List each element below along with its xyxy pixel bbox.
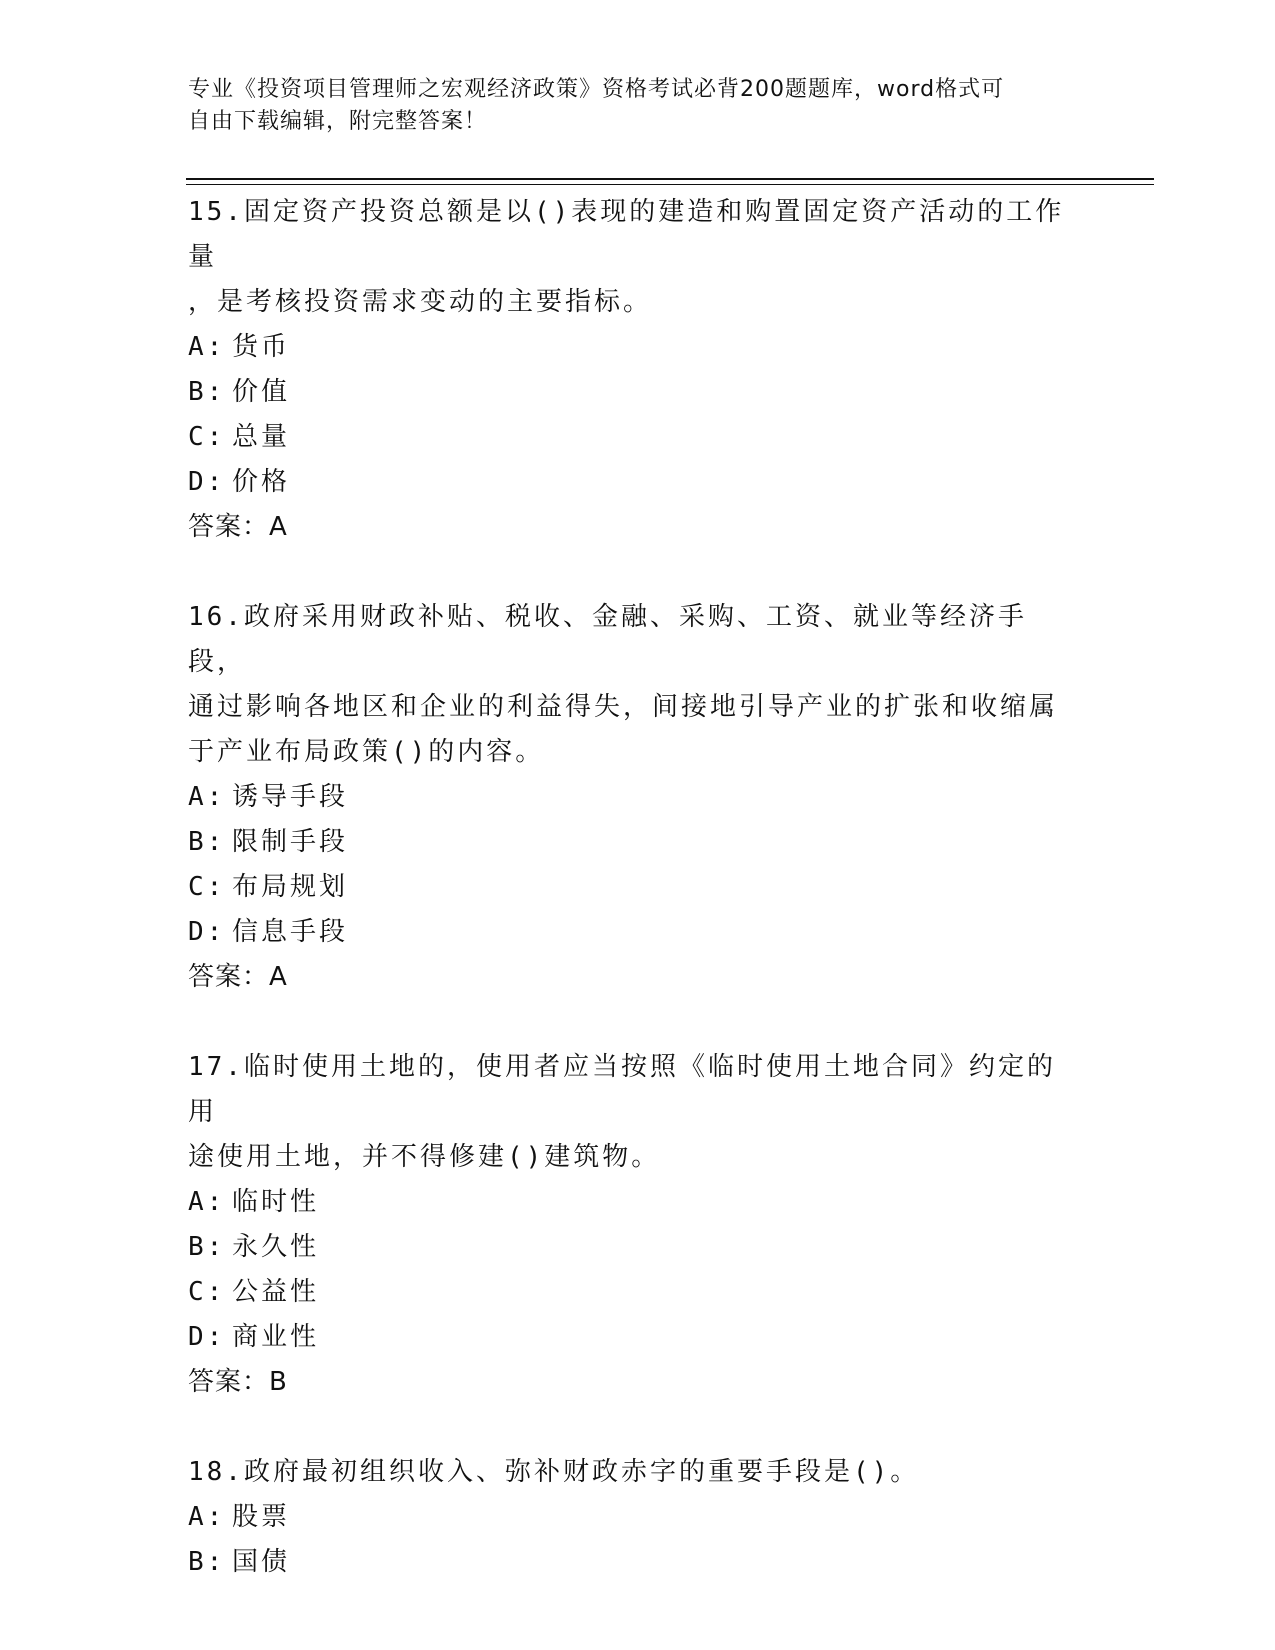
- option-label: B:: [188, 1547, 226, 1577]
- option-text: 布局规划: [232, 872, 349, 902]
- option-text: 诱导手段: [232, 782, 349, 812]
- option-label: B:: [188, 377, 226, 407]
- header-line-1: 专业《投资项目管理师之宏观经济政策》资格考试必背200题题库，word格式可: [188, 77, 1005, 102]
- option-text: 商业性: [232, 1322, 320, 1352]
- option-c: [188, 865, 1088, 910]
- question-stem-line: 通过影响各地区和企业的利益得失，间接地引导产业的扩张和收缩属: [188, 692, 1059, 722]
- option-label: A:: [188, 332, 226, 362]
- header-divider-thin: [186, 184, 1154, 185]
- question-spacer: [188, 1405, 1088, 1450]
- option-label: B:: [188, 827, 226, 857]
- option-b: [188, 1225, 1088, 1270]
- question-stem-line: ，是考核投资需求变动的主要指标。: [188, 287, 653, 317]
- option-c: [188, 1270, 1088, 1315]
- option-a: [188, 1180, 1088, 1225]
- option-text: 公益性: [232, 1277, 320, 1307]
- option-label: A:: [188, 782, 226, 812]
- option-a: [188, 325, 1088, 370]
- option-label: C:: [188, 422, 226, 452]
- question-stem-line: 15.固定资产投资总额是以()表现的建造和购置固定资产活动的工作量: [188, 197, 1065, 272]
- document-header: [188, 74, 1068, 138]
- option-d: [188, 910, 1088, 955]
- option-b: [188, 1540, 1088, 1585]
- option-label: A:: [188, 1502, 226, 1532]
- question-list: [188, 190, 1088, 1585]
- option-label: D:: [188, 1322, 226, 1352]
- option-label: B:: [188, 1232, 226, 1262]
- answer-line: 答案：A: [188, 512, 288, 542]
- option-text: 总量: [232, 422, 291, 452]
- question-17: [188, 1045, 1088, 1450]
- option-c: [188, 415, 1088, 460]
- option-b: [188, 370, 1088, 415]
- question-18: [188, 1450, 1088, 1585]
- question-spacer: [188, 1000, 1088, 1045]
- question-stem-line: 17.临时使用土地的，使用者应当按照《临时使用土地合同》约定的用: [188, 1052, 1056, 1127]
- answer-line: 答案：B: [188, 1367, 288, 1397]
- header-divider-thick: [186, 178, 1154, 180]
- option-text: 价格: [232, 467, 291, 497]
- header-line-2: 自由下载编辑，附完整答案！: [188, 109, 488, 134]
- option-text: 信息手段: [232, 917, 349, 947]
- question-stem-line: 途使用土地，并不得修建()建筑物。: [188, 1142, 661, 1172]
- question-stem-line: 18.政府最初组织收入、弥补财政赤字的重要手段是()。: [188, 1457, 920, 1487]
- question-stem-line: 16.政府采用财政补贴、税收、金融、采购、工资、就业等经济手段，: [188, 602, 1027, 677]
- question-15: [188, 190, 1088, 595]
- option-label: C:: [188, 1277, 226, 1307]
- question-16: [188, 595, 1088, 1045]
- option-d: [188, 460, 1088, 505]
- option-text: 股票: [232, 1502, 291, 1532]
- option-label: D:: [188, 467, 226, 497]
- question-stem-line: 于产业布局政策()的内容。: [188, 737, 545, 767]
- option-text: 国债: [232, 1547, 291, 1577]
- option-label: C:: [188, 872, 226, 902]
- option-a: [188, 1495, 1088, 1540]
- option-text: 限制手段: [232, 827, 349, 857]
- question-spacer: [188, 550, 1088, 595]
- option-label: A:: [188, 1187, 226, 1217]
- answer-line: 答案：A: [188, 962, 288, 992]
- option-text: 临时性: [232, 1187, 320, 1217]
- option-text: 永久性: [232, 1232, 320, 1262]
- option-text: 价值: [232, 377, 291, 407]
- option-label: D:: [188, 917, 226, 947]
- option-b: [188, 820, 1088, 865]
- option-a: [188, 775, 1088, 820]
- option-text: 货币: [232, 332, 291, 362]
- option-d: [188, 1315, 1088, 1360]
